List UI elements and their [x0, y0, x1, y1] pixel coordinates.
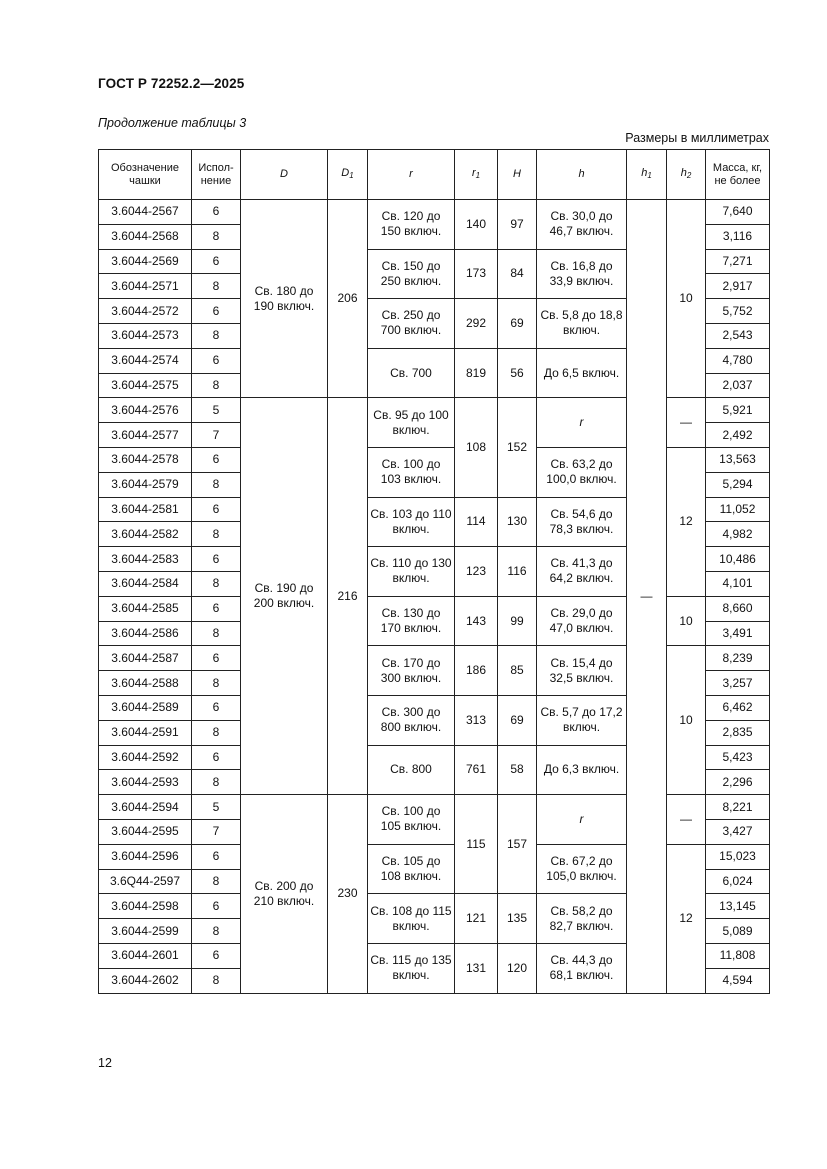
cell-execution: 6	[192, 646, 241, 671]
cell-H: 69	[498, 695, 537, 745]
cell-designation: 3.6044-2577	[99, 423, 192, 448]
cell-execution: 6	[192, 447, 241, 472]
cell-r: Св. 100 до 105 включ.	[368, 795, 455, 845]
cell-designation: 3.6044-2591	[99, 720, 192, 745]
cell-r1: 121	[455, 894, 498, 944]
header-D1: $D_1$	[328, 150, 368, 200]
cell-designation: 3.6044-2569	[99, 249, 192, 274]
header-r: r	[368, 150, 455, 200]
cell-designation: 3.6044-2586	[99, 621, 192, 646]
cell-designation: 3.6044-2583	[99, 547, 192, 572]
cell-execution: 6	[192, 497, 241, 522]
cell-h: Св. 58,2 до 82,7 включ.	[537, 894, 627, 944]
cell-H: 130	[498, 497, 537, 547]
cell-r: Св. 700	[368, 348, 455, 398]
cell-designation: 3.6044-2576	[99, 398, 192, 423]
cell-r1: 143	[455, 596, 498, 646]
cell-mass: 3,427	[706, 819, 770, 844]
cell-mass: 6,024	[706, 869, 770, 894]
cell-h: Св. 30,0 до 46,7 включ.	[537, 200, 627, 250]
cell-mass: 7,271	[706, 249, 770, 274]
cell-r: Св. 250 до 700 включ.	[368, 299, 455, 349]
cell-D1: 206	[328, 200, 368, 398]
header-h1: $h_1$	[627, 150, 667, 200]
cell-execution: 8	[192, 224, 241, 249]
cell-h2: 12	[667, 447, 706, 596]
cell-H: 58	[498, 745, 537, 795]
cell-H: 116	[498, 547, 537, 597]
cell-H: 84	[498, 249, 537, 299]
cell-h2: 10	[667, 200, 706, 398]
table-continuation-caption: Продолжение таблицы 3	[98, 116, 247, 130]
header-h: h	[537, 150, 627, 200]
cell-mass: 6,462	[706, 695, 770, 720]
cell-r: Св. 800	[368, 745, 455, 795]
cell-designation: 3.6044-2589	[99, 695, 192, 720]
cell-h: r	[537, 398, 627, 448]
cell-execution: 8	[192, 323, 241, 348]
header-h2: $h_2$	[667, 150, 706, 200]
cell-mass: 15,023	[706, 844, 770, 869]
cell-mass: 5,089	[706, 919, 770, 944]
cell-h2: —	[667, 795, 706, 845]
cell-mass: 13,145	[706, 894, 770, 919]
cell-execution: 6	[192, 596, 241, 621]
cell-execution: 8	[192, 919, 241, 944]
cell-r1: 108	[455, 398, 498, 497]
cell-designation: 3.6044-2594	[99, 795, 192, 820]
cell-execution: 8	[192, 621, 241, 646]
cell-r: Св. 170 до 300 включ.	[368, 646, 455, 696]
cell-mass: 2,037	[706, 373, 770, 398]
cell-designation: 3.6044-2584	[99, 571, 192, 596]
cell-execution: 6	[192, 745, 241, 770]
cell-designation: 3.6044-2568	[99, 224, 192, 249]
cell-execution: 6	[192, 547, 241, 572]
cell-D: Св. 190 до 200 включ.	[241, 398, 328, 795]
table-row	[99, 447, 770, 472]
cell-r1: 114	[455, 497, 498, 547]
cell-h: Св. 15,4 до 32,5 включ.	[537, 646, 627, 696]
cell-mass: 5,752	[706, 299, 770, 324]
cell-mass: 4,101	[706, 571, 770, 596]
cell-mass: 2,835	[706, 720, 770, 745]
cell-mass: 10,486	[706, 547, 770, 572]
dimensions-table	[98, 149, 770, 994]
header-r1: $r_1$	[455, 150, 498, 200]
cell-r1: 115	[455, 795, 498, 894]
header-designation: Обозначение чашки	[99, 150, 192, 200]
cell-designation: 3.6044-2599	[99, 919, 192, 944]
cell-designation: 3.6044-2573	[99, 323, 192, 348]
cell-D1: 216	[328, 398, 368, 795]
cell-H: 99	[498, 596, 537, 646]
cell-h: Св. 5,8 до 18,8 включ.	[537, 299, 627, 349]
cell-D: Св. 180 до 190 включ.	[241, 200, 328, 398]
table-row	[99, 596, 770, 621]
cell-H: 56	[498, 348, 537, 398]
cell-H: 152	[498, 398, 537, 497]
page-number: 12	[98, 1056, 112, 1070]
cell-r1: 131	[455, 943, 498, 993]
cell-h2: 12	[667, 844, 706, 993]
cell-h2: 10	[667, 646, 706, 795]
cell-execution: 6	[192, 249, 241, 274]
cell-r1: 123	[455, 547, 498, 597]
cell-h2: —	[667, 398, 706, 448]
header-H: H	[498, 150, 537, 200]
cell-r: Св. 105 до 108 включ.	[368, 844, 455, 894]
cell-designation: 3.6044-2602	[99, 968, 192, 993]
cell-designation: 3.6044-2598	[99, 894, 192, 919]
cell-D1: 230	[328, 795, 368, 993]
cell-execution: 8	[192, 472, 241, 497]
cell-execution: 6	[192, 299, 241, 324]
cell-r: Св. 115 до 135 включ.	[368, 943, 455, 993]
header-mass: Масса, кг, не более	[706, 150, 770, 200]
cell-execution: 8	[192, 968, 241, 993]
cell-h1: —	[627, 200, 667, 994]
cell-execution: 6	[192, 348, 241, 373]
cell-r1: 761	[455, 745, 498, 795]
cell-mass: 3,491	[706, 621, 770, 646]
cell-execution: 6	[192, 943, 241, 968]
cell-designation: 3.6044-2593	[99, 770, 192, 795]
table-row	[99, 795, 770, 820]
units-note: Размеры в миллиметрах	[625, 131, 769, 145]
cell-designation: 3.6044-2585	[99, 596, 192, 621]
cell-designation: 3.6044-2578	[99, 447, 192, 472]
cell-h: До 6,5 включ.	[537, 348, 627, 398]
cell-H: 135	[498, 894, 537, 944]
cell-designation: 3.6044-2595	[99, 819, 192, 844]
cell-execution: 7	[192, 423, 241, 448]
table-row	[99, 646, 770, 671]
cell-execution: 6	[192, 844, 241, 869]
document-title: ГОСТ Р 72252.2—2025	[98, 76, 245, 91]
cell-h: Св. 67,2 до 105,0 включ.	[537, 844, 627, 894]
cell-mass: 8,221	[706, 795, 770, 820]
cell-r: Св. 108 до 115 включ.	[368, 894, 455, 944]
cell-mass: 13,563	[706, 447, 770, 472]
cell-r1: 819	[455, 348, 498, 398]
cell-mass: 4,780	[706, 348, 770, 373]
cell-execution: 8	[192, 671, 241, 696]
cell-h: Св. 16,8 до 33,9 включ.	[537, 249, 627, 299]
cell-designation: 3.6044-2601	[99, 943, 192, 968]
cell-mass: 8,660	[706, 596, 770, 621]
cell-designation: 3.6044-2572	[99, 299, 192, 324]
cell-r: Св. 300 до 800 включ.	[368, 695, 455, 745]
cell-execution: 8	[192, 274, 241, 299]
cell-D: Св. 200 до 210 включ.	[241, 795, 328, 993]
cell-mass: 4,594	[706, 968, 770, 993]
cell-mass: 2,296	[706, 770, 770, 795]
cell-H: 157	[498, 795, 537, 894]
table-row	[99, 398, 770, 423]
cell-h: r	[537, 795, 627, 845]
cell-h: Св. 54,6 до 78,3 включ.	[537, 497, 627, 547]
cell-H: 69	[498, 299, 537, 349]
cell-mass: 11,808	[706, 943, 770, 968]
cell-designation: 3.6044-2588	[99, 671, 192, 696]
cell-execution: 6	[192, 894, 241, 919]
table-row	[99, 844, 770, 869]
cell-execution: 6	[192, 200, 241, 225]
cell-designation: 3.6044-2596	[99, 844, 192, 869]
cell-execution: 8	[192, 720, 241, 745]
cell-designation: 3.6044-2575	[99, 373, 192, 398]
header-execution: Испол-нение	[192, 150, 241, 200]
cell-H: 120	[498, 943, 537, 993]
cell-execution: 8	[192, 571, 241, 596]
cell-mass: 4,982	[706, 522, 770, 547]
cell-mass: 7,640	[706, 200, 770, 225]
cell-r1: 292	[455, 299, 498, 349]
cell-mass: 2,492	[706, 423, 770, 448]
cell-designation: 3.6044-2581	[99, 497, 192, 522]
cell-mass: 5,921	[706, 398, 770, 423]
cell-r1: 313	[455, 695, 498, 745]
cell-r1: 173	[455, 249, 498, 299]
cell-designation: 3.6044-2574	[99, 348, 192, 373]
cell-mass: 2,543	[706, 323, 770, 348]
cell-mass: 11,052	[706, 497, 770, 522]
cell-execution: 8	[192, 373, 241, 398]
cell-h: Св. 41,3 до 64,2 включ.	[537, 547, 627, 597]
cell-h: Св. 63,2 до 100,0 включ.	[537, 447, 627, 497]
header-D: D	[241, 150, 328, 200]
cell-mass: 5,294	[706, 472, 770, 497]
cell-designation: 3.6Q44-2597	[99, 869, 192, 894]
cell-r1: 140	[455, 200, 498, 250]
cell-h: Св. 29,0 до 47,0 включ.	[537, 596, 627, 646]
cell-r1: 186	[455, 646, 498, 696]
cell-execution: 8	[192, 869, 241, 894]
cell-h2: 10	[667, 596, 706, 646]
cell-designation: 3.6044-2579	[99, 472, 192, 497]
cell-execution: 7	[192, 819, 241, 844]
cell-execution: 5	[192, 398, 241, 423]
cell-mass: 2,917	[706, 274, 770, 299]
cell-h: Св. 44,3 до 68,1 включ.	[537, 943, 627, 993]
cell-mass: 8,239	[706, 646, 770, 671]
cell-r: Св. 100 до 103 включ.	[368, 447, 455, 497]
cell-mass: 5,423	[706, 745, 770, 770]
cell-execution: 6	[192, 695, 241, 720]
cell-mass: 3,116	[706, 224, 770, 249]
cell-r: Св. 103 до 110 включ.	[368, 497, 455, 547]
cell-designation: 3.6044-2587	[99, 646, 192, 671]
cell-designation: 3.6044-2571	[99, 274, 192, 299]
cell-H: 97	[498, 200, 537, 250]
cell-mass: 3,257	[706, 671, 770, 696]
cell-execution: 8	[192, 770, 241, 795]
cell-h: До 6,3 включ.	[537, 745, 627, 795]
cell-r: Св. 130 до 170 включ.	[368, 596, 455, 646]
cell-r: Св. 120 до 150 включ.	[368, 200, 455, 250]
cell-r: Св. 150 до 250 включ.	[368, 249, 455, 299]
cell-execution: 5	[192, 795, 241, 820]
cell-designation: 3.6044-2582	[99, 522, 192, 547]
cell-H: 85	[498, 646, 537, 696]
table-row	[99, 200, 770, 225]
cell-execution: 8	[192, 522, 241, 547]
cell-designation: 3.6044-2592	[99, 745, 192, 770]
cell-h: Св. 5,7 до 17,2 включ.	[537, 695, 627, 745]
cell-r: Св. 110 до 130 включ.	[368, 547, 455, 597]
cell-designation: 3.6044-2567	[99, 200, 192, 225]
cell-r: Св. 95 до 100 включ.	[368, 398, 455, 448]
